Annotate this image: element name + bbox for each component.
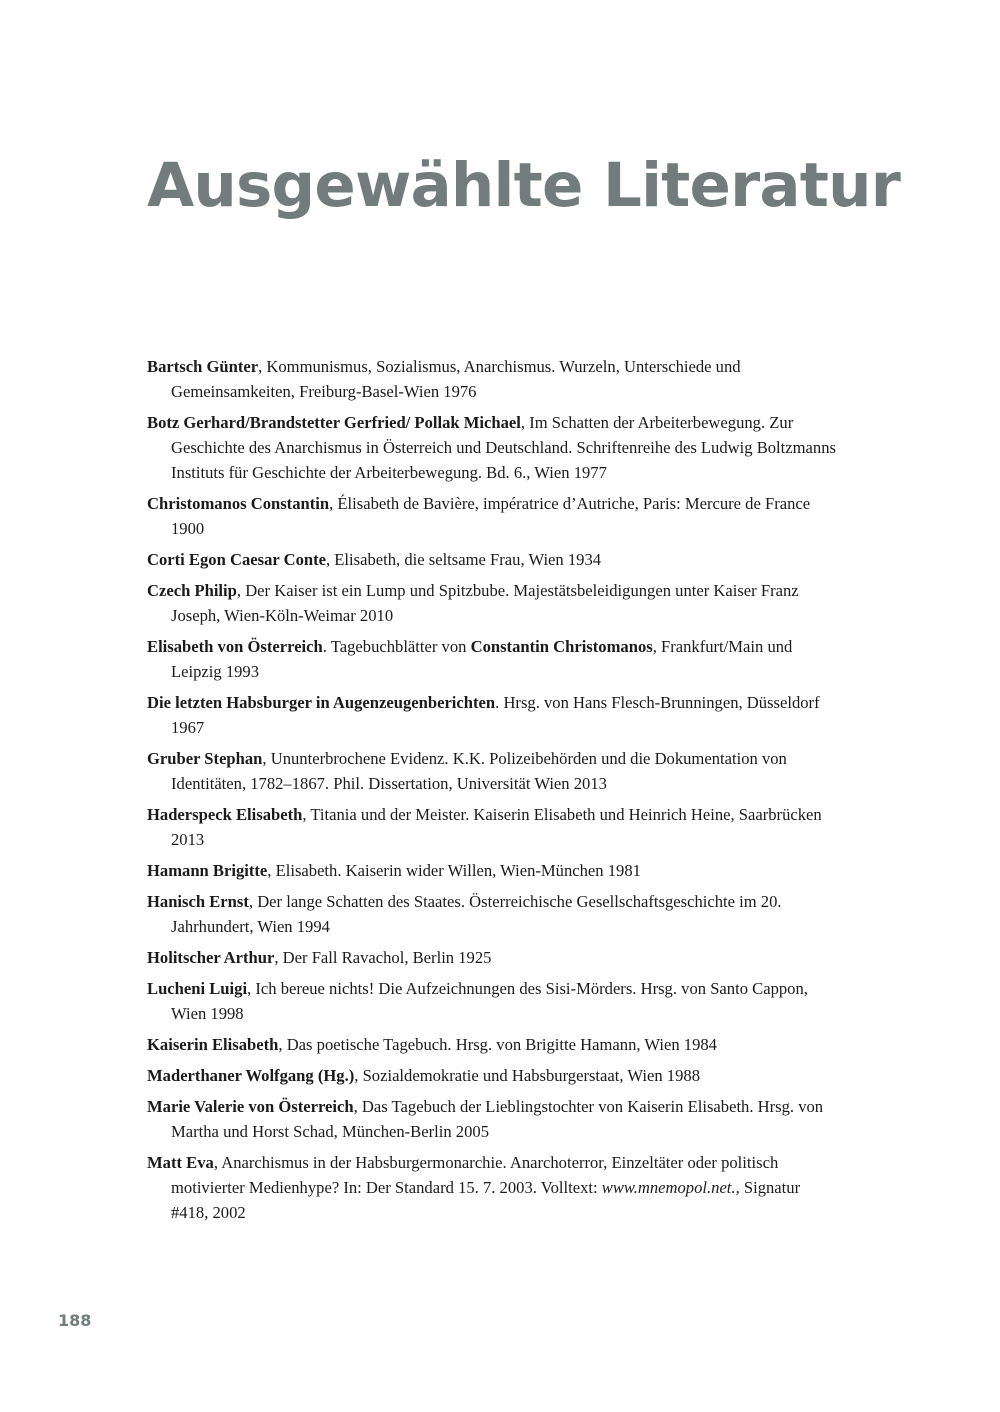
bibliography-entry: [147, 634, 837, 684]
entry-author: Czech Philip: [147, 581, 237, 600]
entry-text: , Kommunismus, Sozialismus, Anarchismus. Wurzeln, Unterschiede und Gemeinsamkeiten, Freiburg-Basel-Wien 1976: [171, 357, 741, 401]
bibliography-entry: [147, 858, 837, 883]
bibliography-entry: [147, 547, 837, 572]
entry-author: Elisabeth von Österreich: [147, 637, 323, 656]
entry-author: Matt Eva: [147, 1153, 214, 1172]
entry-author: Haderspeck Elisabeth: [147, 805, 303, 824]
entry-author: Marie Valerie von Österreich: [147, 1097, 354, 1116]
entry-text: , Titania und der Meister. Kaiserin Elisabeth und Heinrich Heine, Saarbrücken 2013: [171, 805, 822, 849]
entry-author: Botz Gerhard/Brandstetter Gerfried/ Pollak Michael: [147, 413, 521, 432]
entry-text: , Ununterbrochene Evidenz. K.K. Polizeibehörden und die Dokumentation von Identitäten, 1782–1867. Phil. Dissertation, Universität Wien 2013: [171, 749, 787, 793]
page-title: Ausgewählte Literatur: [147, 150, 901, 221]
entry-text: , Élisabeth de Bavière, impératrice d’Autriche, Paris: Mercure de France 1900: [171, 494, 811, 538]
entry-text: , Der lange Schatten des Staates. Österreichische Gesellschaftsgeschichte im 20. Jahrhundert, Wien 1994: [171, 892, 782, 936]
entry-text: , Elisabeth, die seltsame Frau, Wien 1934: [325, 550, 602, 569]
entry-text: , Frankfurt/Main und Leipzig 1993: [171, 637, 793, 681]
entry-text: , Anarchismus in der Habsburgermonarchie. Anarchoterror, Einzeltäter oder politisch motivierter Medienhype? In: Der Standard 15. 7. 2003. Volltext:: [171, 1153, 779, 1197]
bibliography-entry: [147, 746, 837, 796]
entry-url: www.mnemopol.net.,: [601, 1178, 740, 1197]
bibliography-entry: [147, 491, 837, 541]
entry-text: . Hrsg. von Hans Flesch-Brunningen, Düsseldorf 1967: [171, 693, 820, 737]
entry-author: Holitscher Arthur: [147, 948, 275, 967]
entry-text: , Ich bereue nichts! Die Aufzeichnungen des Sisi-Mörders. Hrsg. von Santo Cappon, Wien 1998: [171, 979, 808, 1023]
bibliography-entry: [147, 690, 837, 740]
bibliography-entry: [147, 1063, 837, 1088]
bibliography-entry: [147, 889, 837, 939]
entry-author: Hanisch Ernst: [147, 892, 249, 911]
entry-author: Maderthaner Wolfgang (Hg.): [147, 1066, 355, 1085]
entry-text: , Der Fall Ravachol, Berlin 1925: [274, 948, 492, 967]
entry-author: Christomanos Constantin: [147, 494, 330, 513]
bibliography-entry: [147, 976, 837, 1026]
entry-author: Bartsch Günter: [147, 357, 259, 376]
entry-author: Hamann Brigitte: [147, 861, 268, 880]
bibliography-entry: [147, 1094, 837, 1144]
bibliography-entry: [147, 1032, 837, 1057]
bibliography-entry: [147, 1150, 837, 1225]
entry-author: Gruber Stephan: [147, 749, 263, 768]
entry-text: , Das Tagebuch der Lieblingstochter von Kaiserin Elisabeth. Hrsg. von Martha und Horst Schad, München-Berlin 2005: [171, 1097, 824, 1141]
entry-author: Constantin Christomanos: [470, 637, 653, 656]
bibliography-entry: [147, 354, 837, 404]
entry-text: . Tagebuchblätter von: [322, 637, 471, 656]
entry-text: , Im Schatten der Arbeiterbewegung. Zur Geschichte des Anarchismus in Österreich und Deutschland. Schriftenreihe des Ludwig Boltzmanns Instituts für Geschichte der Arbeiterbewegung. Bd. 6., Wien 1977: [171, 413, 836, 482]
entry-text: Signatur #418, 2002: [171, 1178, 801, 1222]
entry-text: , Der Kaiser ist ein Lump und Spitzbube. Majestätsbeleidigungen unter Kaiser Franz Joseph, Wien-Köln-Weimar 2010: [171, 581, 799, 625]
entry-author: Lucheni Luigi: [147, 979, 248, 998]
entry-text: , Elisabeth. Kaiserin wider Willen, Wien-München 1981: [267, 861, 641, 880]
entry-text: , Sozialdemokratie und Habsburgerstaat, Wien 1988: [354, 1066, 700, 1085]
entry-author: Corti Egon Caesar Conte: [147, 550, 326, 569]
bibliography-entry: [147, 410, 837, 485]
bibliography-entry: [147, 802, 837, 852]
entry-author: Kaiserin Elisabeth: [147, 1035, 279, 1054]
page-number: 188: [58, 1311, 92, 1330]
entry-text: , Das poetische Tagebuch. Hrsg. von Brigitte Hamann, Wien 1984: [278, 1035, 717, 1054]
bibliography-entry: [147, 945, 837, 970]
entry-author: Die letzten Habsburger in Augenzeugenberichten: [147, 693, 496, 712]
bibliography-list: [147, 354, 837, 1231]
bibliography-entry: [147, 578, 837, 628]
